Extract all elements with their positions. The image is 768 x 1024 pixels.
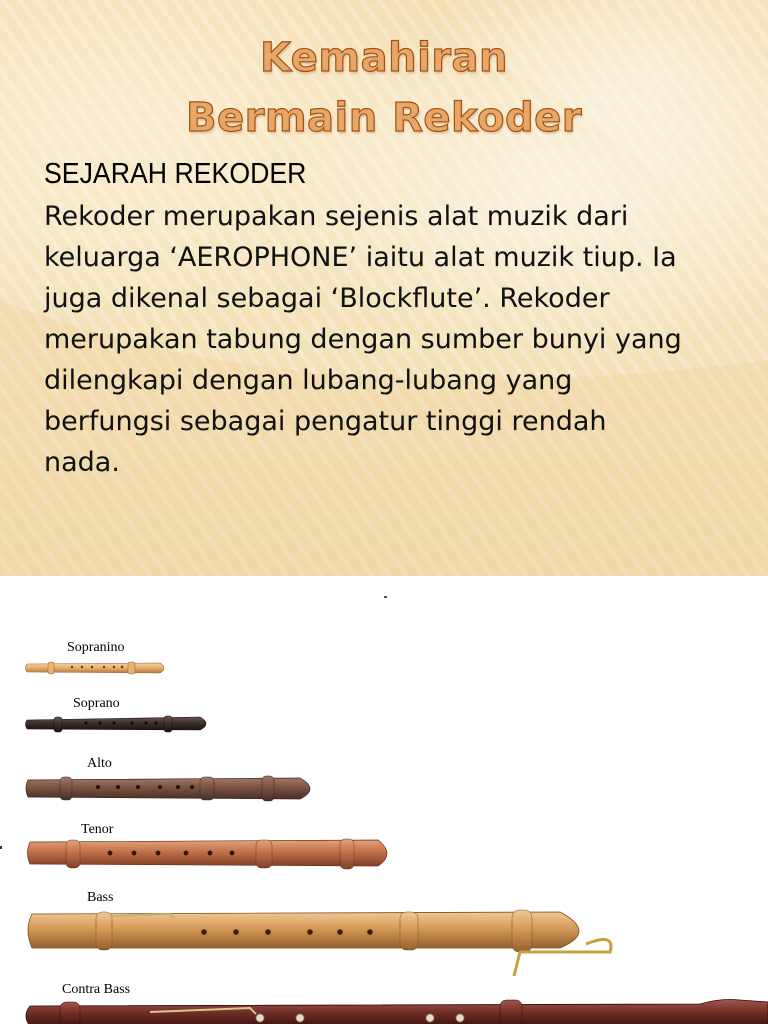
body-line: berfungsi sebagai pengatur tinggi rendah xyxy=(44,406,607,437)
body-line: Rekoder merupakan sejenis alat muzik dari xyxy=(44,201,629,232)
label-alto: Alto xyxy=(87,756,112,771)
label-bass: Bass xyxy=(87,890,114,905)
tenor-recorder xyxy=(28,839,388,869)
label-soprano: Soprano xyxy=(73,696,120,711)
label-tenor: Tenor xyxy=(81,822,114,837)
contra-bass-recorder xyxy=(26,1000,768,1024)
section-heading: SEJARAH REKODER xyxy=(44,158,307,190)
body-line: merupakan tabung dengan sumber bunyi yang xyxy=(44,324,682,355)
body-line: juga dikenal sebagai ‘Blockflute’. Rekoder xyxy=(44,283,610,314)
slide-title-line-1: Kemahiran xyxy=(260,35,508,81)
label-sopranino: Sopranino xyxy=(67,640,125,655)
label-contra-bass: Contra Bass xyxy=(62,982,131,997)
soprano-recorder xyxy=(26,716,207,732)
bass-recorder xyxy=(28,910,611,976)
sopranino-recorder xyxy=(26,662,165,674)
recorder-illustration xyxy=(0,596,768,1024)
body-line: nada. xyxy=(44,447,120,478)
body-line: keluarga ‘AEROPHONE’ iaitu alat muzik tiup. Ia xyxy=(44,242,677,273)
alto-recorder xyxy=(26,776,310,801)
slide-title-line-2: Bermain Rekoder xyxy=(185,95,583,141)
body-line: dilengkapi dengan lubang-lubang yang xyxy=(44,365,573,396)
body-paragraph xyxy=(44,196,744,483)
recorder-family-image xyxy=(0,596,768,1024)
